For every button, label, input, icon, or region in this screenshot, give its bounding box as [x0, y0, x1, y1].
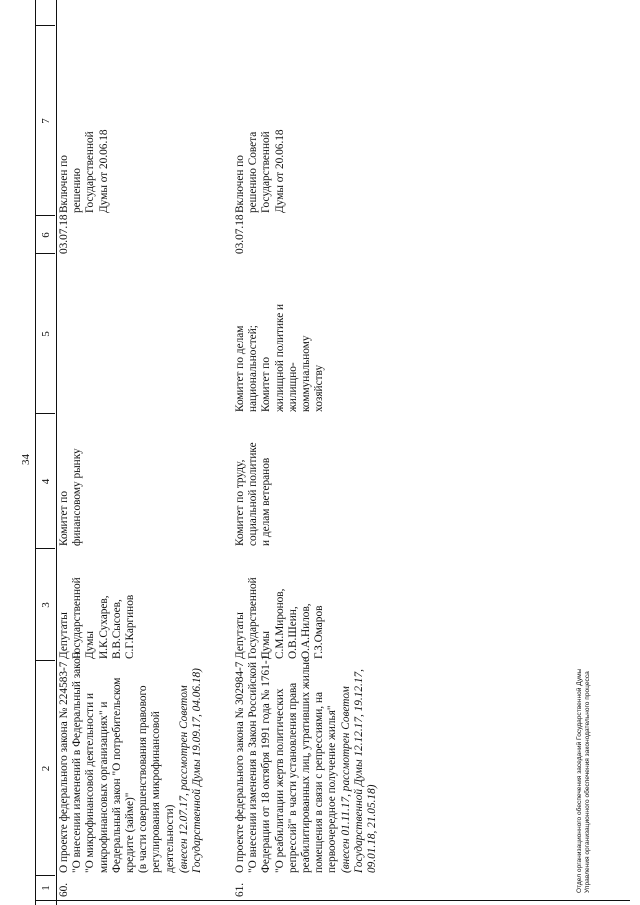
- column-header-4: 4: [40, 478, 52, 485]
- inclusion-basis: Включен по решению Государственной Думы от 20.06.18: [58, 129, 110, 213]
- consideration-date: 03.07.18: [234, 214, 246, 254]
- column-header-1: 1: [40, 885, 52, 891]
- bill-description: О проекте федерального закона № 224583-7 "О внесении изменений в Федеральный закон "О микрофинансовой деятельности и микрофинансовых организациях" и Федеральный закон "О потребительском кредите (займе)" (в части совершенствования правового регулирования микрофинансовой деятельности): [58, 652, 176, 873]
- bill-authors: Депутаты Государственной Думы С.М.Миронов, О.В.Шеин, О.А.Нилов, Г.З.Омаров: [234, 577, 326, 659]
- header-divider: [35, 253, 55, 254]
- row-number: 61.: [234, 882, 246, 897]
- bill-note: (внесен 12.07.17, рассмотрен Советом Государственной Думы 19.09.17, 04.06.18): [178, 668, 204, 873]
- header-divider: [35, 413, 55, 414]
- consideration-date: 03.07.18: [58, 214, 70, 254]
- header-divider: [35, 660, 55, 661]
- table-left-border: [35, 900, 630, 901]
- page-number: 34: [20, 454, 32, 465]
- row-number: 60.: [58, 882, 70, 897]
- header-divider: [35, 548, 55, 549]
- inclusion-basis: Включен по решению Совета Государственной Думы от 20.06.18: [234, 129, 286, 213]
- bill-authors: Депутаты Государственной Думы И.К.Сухарев, В.В.Сысоев, С.Г.Каргинов: [58, 577, 137, 659]
- column-header-5: 5: [40, 331, 52, 337]
- responsible-committee: Комитет по финансовому рынку: [58, 448, 84, 546]
- header-divider: [35, 25, 55, 26]
- column-header-3: 3: [40, 602, 52, 608]
- responsible-committee: Комитет по труду, социальной политике и делам ветеранов: [234, 442, 273, 546]
- bill-description: О проекте федерального закона № 302984-7 "О внесении изменения в Закон Российской Федерации от 18 октября 1991 года № 1761-1 "О реабилитации жертв политических репрессий" в части установления права реабилитированных лиц, утративших жилые помещения в связи с репрессиями, на первоочередное получение жилья": [234, 654, 339, 873]
- co-executor-committees: Комитет по делам национальностей; Комитет по жилищной политике и жилищно- коммунальному хозяйству: [234, 303, 326, 412]
- table-header-row: [35, 0, 57, 905]
- column-header-6: 6: [40, 232, 52, 238]
- column-header-2: 2: [40, 765, 52, 772]
- page-footer: Отдел организационного обеспечения заседаний Государственной Думы Управления организационного обеспечения законодательного процесса: [576, 668, 591, 893]
- column-header-7: 7: [40, 118, 52, 124]
- header-divider: [35, 215, 55, 216]
- header-divider: [35, 875, 55, 876]
- bill-note: (внесен 01.11.17, рассмотрен Советом Государственной Думы 12.12.17, 19.12.17, 09.01.18, 21.05.18): [340, 669, 379, 873]
